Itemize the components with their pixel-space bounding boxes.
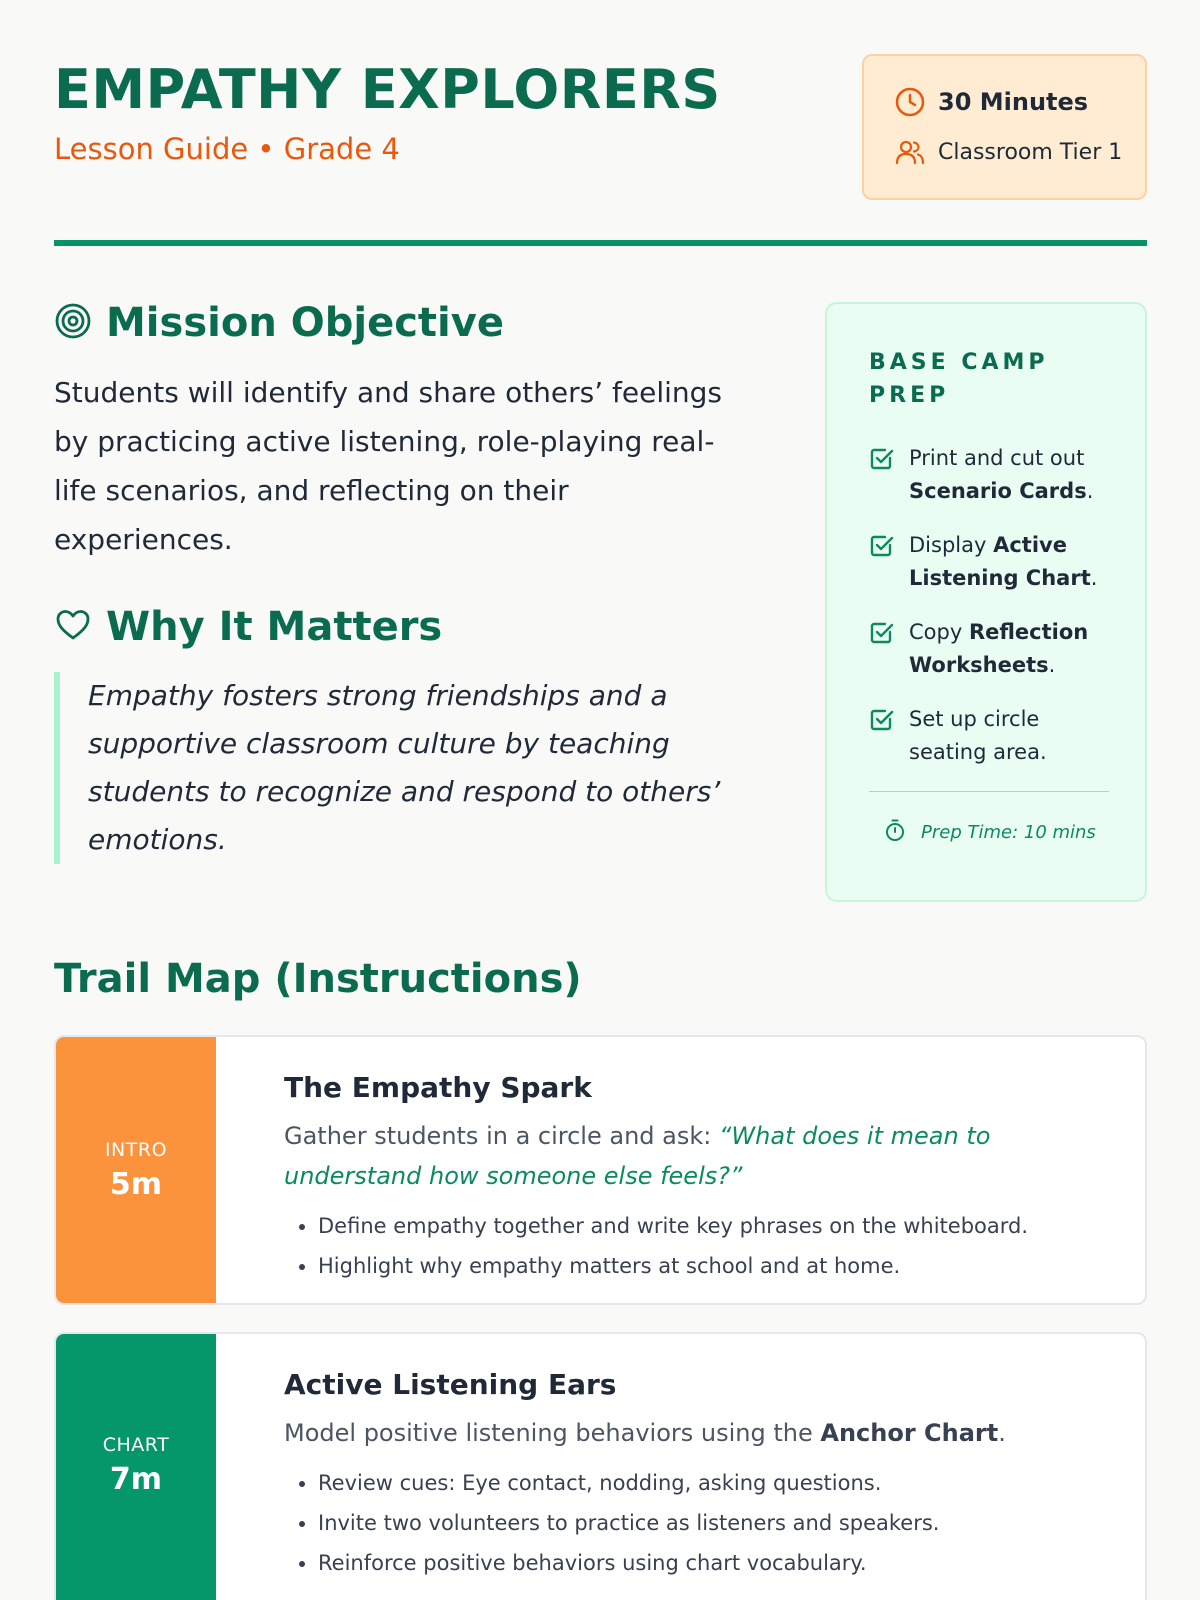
tier-text: Classroom Tier 1	[938, 139, 1123, 165]
prep-item	[869, 703, 1105, 769]
why-heading-row	[54, 604, 774, 650]
step-bullet: • Reinforce positive behaviors using chart vocabulary.	[318, 1543, 1125, 1583]
prep-title: BASE CAMP PREP	[869, 350, 1049, 408]
base-camp-prep-box	[825, 302, 1147, 902]
why-quote: Empathy fosters strong friendships and a supportive classroom culture by teaching students to recognize and respond to others’ emotions.	[54, 672, 774, 864]
lesson-page	[54, 0, 1147, 1575]
objective-heading: Mission Objective	[106, 300, 504, 346]
step-lead: Gather students in a circle and ask: “What does it mean to understand how someone else feels?”	[284, 1122, 991, 1190]
step-card-intro	[54, 1035, 1147, 1305]
heart-icon	[54, 606, 92, 648]
target-icon	[54, 302, 92, 344]
step-badge-duration: 5m	[109, 1166, 163, 1202]
header-divider	[54, 240, 1147, 246]
step-title: Active Listening Ears	[284, 1368, 617, 1401]
checkbox-icon	[869, 707, 895, 769]
lesson-info-box	[862, 54, 1147, 200]
page-title: EMPATHY EXPLORERS	[54, 58, 721, 121]
duration-text: 30 Minutes	[938, 88, 1089, 116]
prep-time-text: Prep Time: 10 mins	[921, 822, 1096, 843]
trail-map-heading: Trail Map (Instructions)	[54, 956, 582, 1002]
clock-icon	[894, 86, 926, 118]
objective-heading-row	[54, 300, 774, 346]
tier-row	[894, 136, 1122, 168]
checkbox-icon	[869, 446, 895, 508]
step-body	[284, 1071, 1125, 1286]
step-bullet: • Review cues: Eye contact, nodding, asking questions.	[318, 1463, 1125, 1503]
step-lead: Model positive listening behaviors using the Anchor Chart.	[284, 1419, 1006, 1447]
step-bullet: • Invite two volunteers to practice as listeners and speakers.	[318, 1503, 1125, 1543]
prep-item	[869, 616, 1105, 682]
checkbox-icon	[869, 533, 895, 595]
step-bullet: • Define empathy together and write key phrases on the whiteboard.	[318, 1206, 1125, 1246]
left-column	[54, 300, 774, 864]
step-badge	[56, 1037, 216, 1303]
prep-item	[869, 442, 1105, 508]
page-subtitle: Lesson Guide • Grade 4	[54, 132, 400, 166]
step-body	[284, 1368, 1125, 1583]
step-bullets	[284, 1206, 1125, 1286]
users-icon	[894, 136, 926, 168]
duration-row	[894, 86, 1088, 118]
step-bullet: • Highlight why empathy matters at school and at home.	[318, 1246, 1125, 1286]
prep-item-text: Display Active Listening Chart.	[909, 533, 1098, 590]
step-badge-label: INTRO	[104, 1138, 168, 1161]
step-badge	[56, 1334, 216, 1600]
header	[54, 0, 1147, 246]
objective-text: Students will identify and share others’ feelings by practicing active listening, role-playing real-life scenarios, and reflecting on their experiences.	[54, 376, 723, 556]
prep-item-text: Set up circle seating area.	[909, 707, 1047, 764]
step-bullets	[284, 1463, 1125, 1583]
step-badge-duration: 7m	[109, 1462, 163, 1497]
stopwatch-icon	[883, 818, 907, 847]
prep-item-text: Print and cut out Scenario Cards.	[909, 446, 1094, 503]
step-card-chart	[54, 1332, 1147, 1600]
why-heading: Why It Matters	[106, 604, 443, 650]
prep-checklist	[869, 442, 1105, 769]
prep-item-text: Copy Reflection Worksheets.	[909, 620, 1089, 677]
prep-item	[869, 529, 1105, 595]
checkbox-icon	[869, 620, 895, 682]
prep-divider	[869, 791, 1109, 792]
prep-time-row	[869, 818, 1105, 847]
step-title: The Empathy Spark	[284, 1071, 592, 1104]
step-badge-label: CHART	[102, 1434, 170, 1456]
